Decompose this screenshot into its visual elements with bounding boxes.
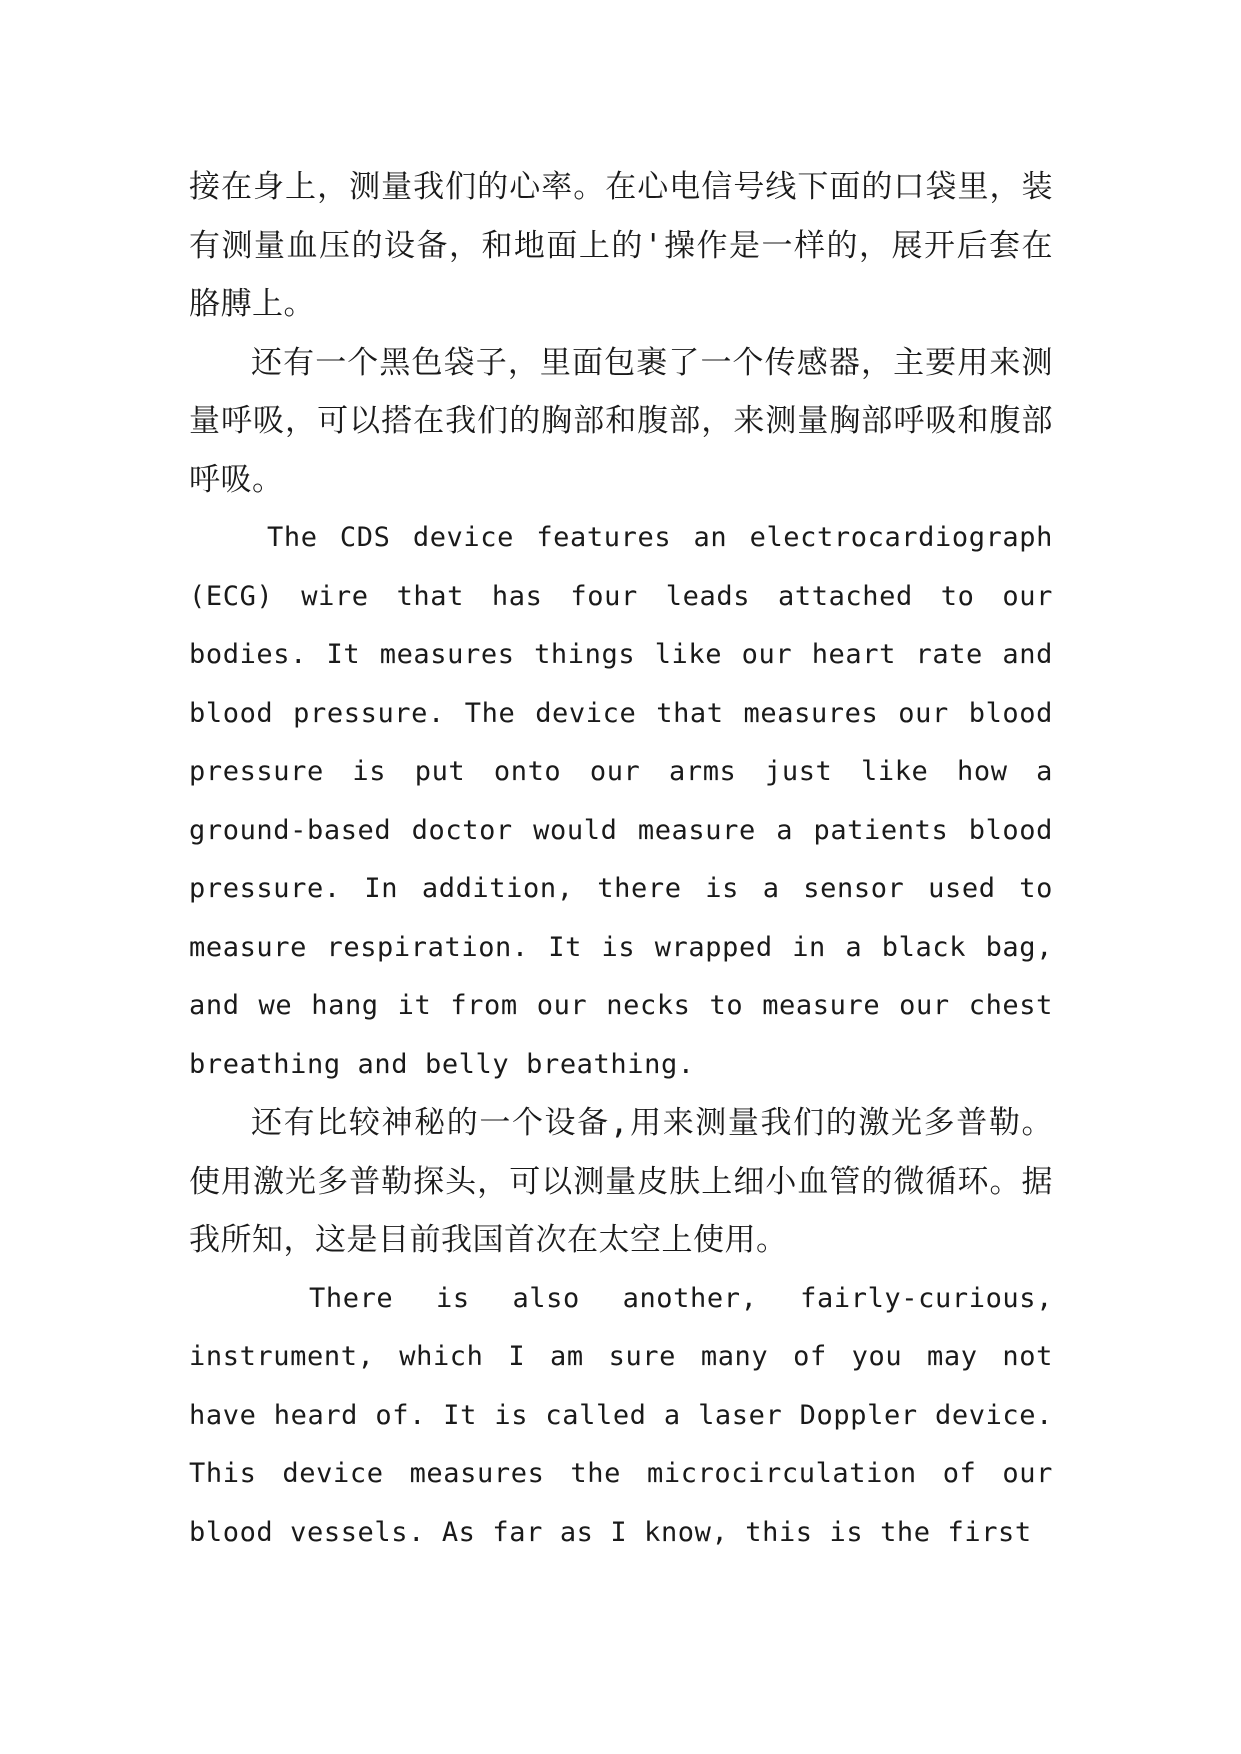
- paragraph-zh-3: 还有比较神秘的一个设备,用来测量我们的激光多普勒。使用激光多普勒探头，可以测量皮肤上细小血管的微循环。据我所知，这是目前我国首次在太空上使用。: [189, 1105, 1053, 1258]
- paragraph-en-2: There is also another, fairly-curious, instrument, which I am sure many of you may not have heard of. It is called a laser Doppler device. This device measures the microcirculation of our blood vessels. As far as I know, this is the first: [189, 1282, 1053, 1548]
- document-body: [189, 158, 1053, 1562]
- paragraph-zh-1: 接在身上，测量我们的心率。在心电信号线下面的口袋里，装有测量血压的设备，和地面上的'操作是一样的，展开后套在胳膊上。: [189, 169, 1053, 322]
- paragraph-en-1: The CDS device features an electrocardiograph (ECG) wire that has four leads attached to our bodies. It measures things like our heart rate and blood pressure. The device that measures our blood pressure is put onto our arms just like how a ground-based doctor would measure a patients blood pressure. In addition, there is a sensor used to measure respiration. It is wrapped in a black bag, and we hang it from our necks to measure our chest breathing and belly breathing.: [189, 522, 1053, 1080]
- paragraph-zh-2: 还有一个黑色袋子，里面包裹了一个传感器，主要用来测量呼吸，可以搭在我们的胸部和腹部，来测量胸部呼吸和腹部呼吸。: [189, 344, 1053, 498]
